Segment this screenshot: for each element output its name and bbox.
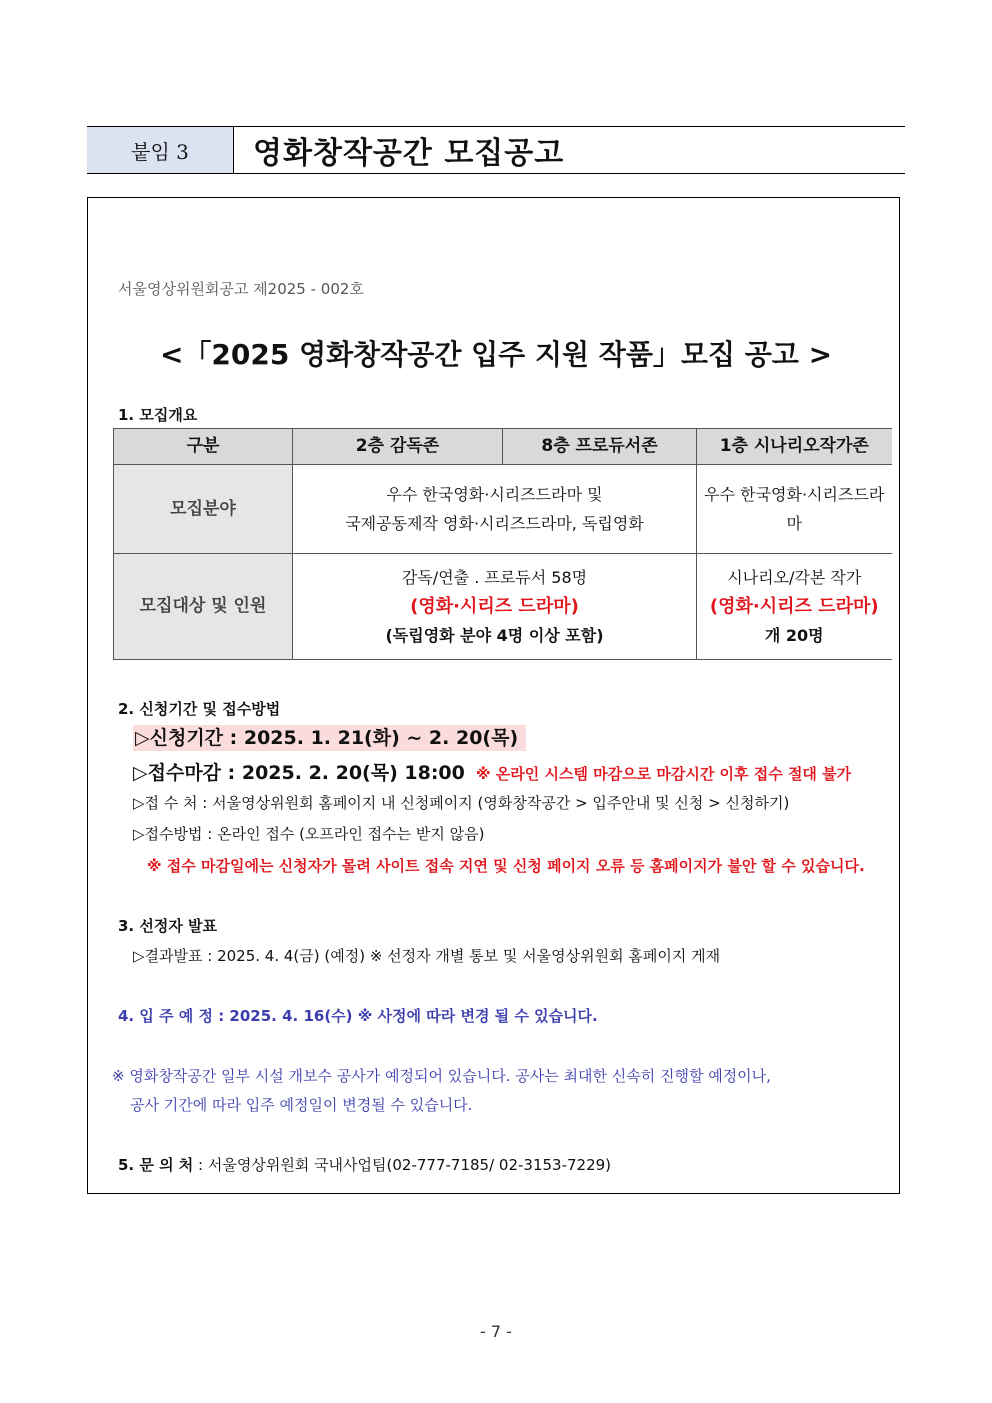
move-in-schedule: 4. 입 주 예 정 : 2025. 4. 16(수) ※ 사정에 따라 변경 될 수 있습니다. (118, 1007, 598, 1025)
submission-venue: ▷접 수 처 : 서울영상위원회 홈페이지 내 신청페이지 (영화창작공간 > 입주안내 및 신청 > 신청하기) (133, 794, 790, 812)
result-announcement: ▷결과발표 : 2025. 4. 4(금) (예정) ※ 선정자 개별 통보 및 서울영상위원회 홈페이지 게재 (133, 947, 721, 965)
cell-line: 감독/연출 . 프로듀서 58명 (401, 568, 588, 587)
cell-line: 마 (786, 514, 802, 533)
cell-line-red: (영화·시리즈 드라마) (410, 596, 579, 617)
target-director-producer (293, 554, 697, 660)
col-category: 구분 (114, 429, 293, 465)
contact-label: 5. 문 의 처 (118, 1156, 194, 1174)
construction-note-2: 공사 기간에 따라 입주 예정일이 변경될 수 있습니다. (130, 1096, 473, 1114)
section1-heading: 1. 모집개요 (118, 406, 198, 424)
row-label-field: 모집분야 (114, 465, 293, 554)
contact-text: : 서울영상위원회 국내사업팀(02-777-7185/ 02-3153-7229) (193, 1156, 612, 1174)
page-number: - 7 - (480, 1322, 512, 1341)
submission-method: ▷접수방법 : 온라인 접수 (오프라인 접수는 받지 않음) (133, 825, 485, 843)
field-director-producer (293, 465, 697, 554)
period-highlight: ▷신청기간 : 2025. 1. 21(화) ~ 2. 20(목) (133, 725, 526, 751)
cell-line: 우수 한국영화·시리즈드라 (704, 485, 885, 504)
deadline-text: ▷접수마감 : 2025. 2. 20(목) 18:00 (133, 762, 465, 784)
cell-line: 우수 한국영화·시리즈드라마 및 (386, 485, 603, 504)
attachment-tag: 붙임 3 (87, 127, 234, 173)
recruitment-table (113, 428, 892, 660)
document-header (87, 126, 905, 174)
row-label-target: 모집대상 및 인원 (114, 554, 293, 660)
cell-line: 국제공동제작 영화·시리즈드라마, 독립영화 (345, 514, 644, 533)
contact-line (118, 1154, 611, 1175)
cell-line: (독립영화 분야 4명 이상 포함) (385, 626, 604, 645)
site-warning: ※ 접수 마감일에는 신청자가 몰려 사이트 접속 지연 및 신청 페이지 오류 등 홈페이지가 불안 할 수 있습니다. (147, 857, 865, 875)
cell-line: 시나리오/각본 작가 (727, 568, 862, 587)
table-header-row (114, 429, 892, 465)
application-period (133, 723, 526, 750)
field-writer (697, 465, 892, 554)
cell-line: 개 20명 (764, 626, 824, 645)
section3-heading: 3. 선정자 발표 (118, 917, 218, 935)
table-row (114, 465, 892, 554)
col-writer-zone: 1층 시나리오작가존 (697, 429, 892, 465)
col-producer-zone: 8층 프로듀서존 (503, 429, 697, 465)
col-director-zone: 2층 감독존 (293, 429, 503, 465)
construction-note-1: ※ 영화창작공간 일부 시설 개보수 공사가 예정되어 있습니다. 공사는 최대한 신속히 진행할 예정이나, (112, 1067, 771, 1085)
target-writer (697, 554, 892, 660)
announcement-title: <「2025 영화창작공간 입주 지원 작품」모집 공고 > (159, 338, 833, 371)
section2-heading: 2. 신청기간 및 접수방법 (118, 700, 281, 718)
deadline-line (133, 758, 851, 785)
cell-line-red: (영화·시리즈 드라마) (709, 596, 879, 617)
deadline-note: ※ 온라인 시스템 마감으로 마감시간 이후 접수 절대 불가 (475, 765, 852, 783)
table-row (114, 554, 892, 660)
notice-number: 서울영상위원회공고 제2025 - 002호 (118, 280, 364, 298)
header-title: 영화창작공간 모집공고 (253, 136, 565, 171)
